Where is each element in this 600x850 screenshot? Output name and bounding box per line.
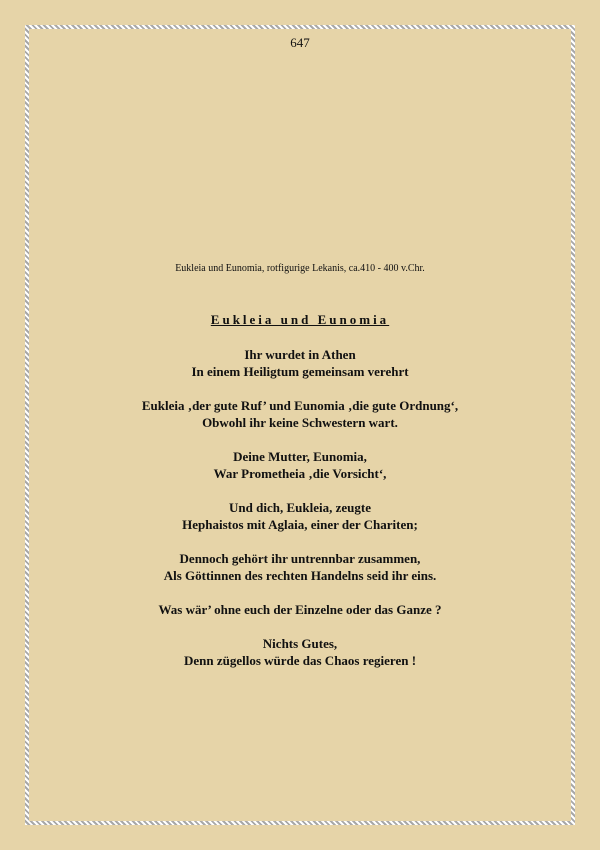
poem-title: Eukleia und Eunomia [210,312,390,327]
poem-stanza [0,346,600,380]
poem-line: In einem Heiligtum gemeinsam verehrt [191,364,409,379]
poem-line: Nichts Gutes, [262,636,338,651]
poem-stanza [0,499,600,533]
page-number: 647 [290,35,310,50]
poem-line: Als Göttinnen des rechten Handelns seid ihr eins. [163,568,437,583]
poem-line: Denn zügellos würde das Chaos regieren ! [183,653,417,668]
poem-line: Und dich, Eukleia, zeugte [229,500,371,515]
poem-line: Was wär’ ohne euch der Einzelne oder das Ganze ? [158,602,442,617]
poem-stanza [0,635,600,669]
poem-line: Deine Mutter, Eunomia, [233,449,367,464]
poem-stanza [0,448,600,482]
poem-line: Hephaistos mit Aglaia, einer der Chariten; [182,517,418,532]
image-caption: Eukleia und Eunomia, rotfigurige Lekanis, ca.410 - 400 v.Chr. [175,263,425,274]
poem-line: Eukleia ‚der gute Ruf’ und Eunomia ‚die gute Ordnung‘, [141,398,459,413]
poem-line: War Prometheia ‚die Vorsicht‘, [213,466,387,481]
poem-line: Ihr wurdet in Athen [244,347,356,362]
poem [0,311,600,686]
poem-line: Dennoch gehört ihr untrennbar zusammen, [179,551,421,566]
poem-stanza [0,397,600,431]
poem-stanza [0,601,600,618]
poem-stanza [0,550,600,584]
poem-line: Obwohl ihr keine Schwestern wart. [202,415,398,430]
